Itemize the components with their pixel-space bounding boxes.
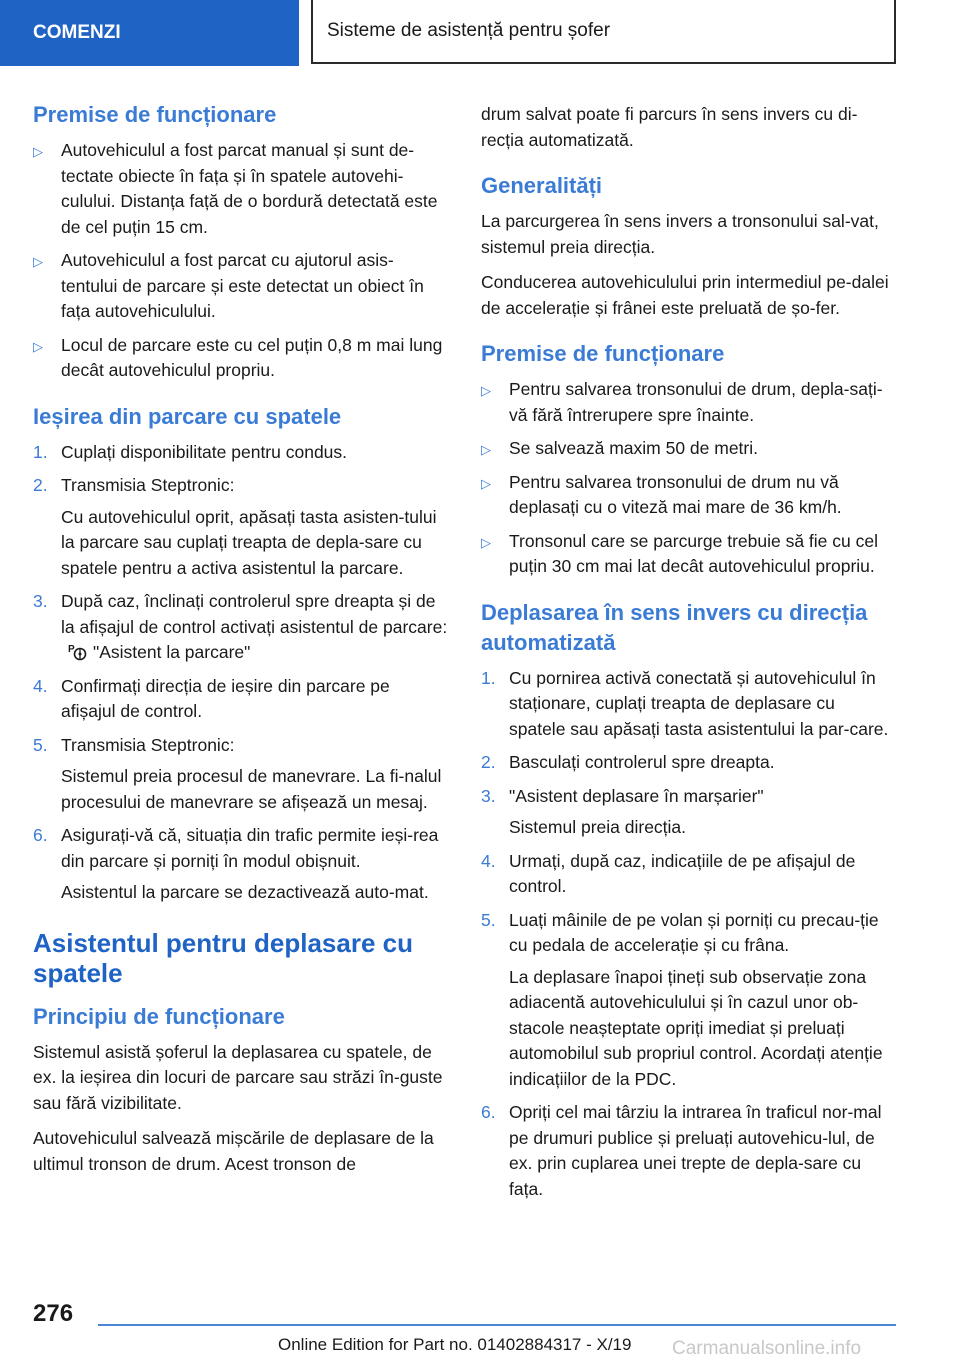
steps-list-right	[481, 666, 896, 1203]
triangle-bullet-icon: ▷	[481, 475, 491, 491]
list-item: 2. Basculați controlerul spre dreapta.	[481, 752, 775, 772]
paragraph: La parcurgerea în sens invers a tronsonului sal-vat, sistemul preia direcția.	[481, 211, 879, 257]
footer-divider	[98, 1324, 896, 1326]
heading-iesirea: Ieșirea din parcare cu spatele	[33, 403, 342, 429]
list-item: ▷ Se salvează maxim 50 de metri.	[481, 436, 896, 462]
list-item: ▷ Locul de parcare este cu cel puțin 0,8 m mai lung decât autovehiculul propriu.	[33, 334, 443, 380]
watermark: Carmanualsonline.info	[672, 1338, 862, 1359]
paragraph: Conducerea autovehiculului prin intermediul pe-dalei de accelerație și frânei este preluată de șo-fer.	[481, 272, 889, 318]
page-header	[0, 0, 960, 66]
triangle-bullet-icon: ▷	[481, 534, 491, 550]
left-column	[33, 100, 448, 1187]
list-item: 3. "Asistent deplasare în marșarier" Sistemul preia direcția.	[481, 785, 764, 837]
premise-list-right	[481, 377, 896, 580]
list-item: 4. Urmați, după caz, indicațiile de pe afișajul de control.	[481, 850, 856, 896]
heading-premise-left: Premise de funcționare	[33, 102, 277, 127]
list-item: 3. După caz, înclinați controlerul spre dreapta și de la afișajul de control activați asistentul de parcare: P "Asistent la parcare"	[33, 591, 448, 662]
topic-title: Sisteme de asistență pentru șofer	[311, 0, 896, 64]
paragraph: Autovehiculul salvează mișcările de deplasare de la ultimul tronson de drum. Acest tronson de	[33, 1128, 434, 1174]
list-item: 6. Opriți cel mai târziu la intrarea în traficul nor-mal pe drumuri publice și preluați autovehicu-lul, de ex. prin cuplarea unei trepte de depla-sare cu fața.	[481, 1102, 882, 1199]
list-item: 5. Luați mâinile de pe volan și porniți cu precau-ție cu pedala de accelerație și cu frâna. La deplasare înapoi țineți sub observație zona adiacentă autovehiculului și în cazul unor ob-stacole neașteptate opriți imediat și preluați automobilul sub propriul control. Acordați atenție indicațiilor de la PDC.	[481, 909, 883, 1089]
list-item: 5. Transmisia Steptronic: Sistemul preia procesul de manevrare. La fi-nalul procesului de manevrare se afișează un mesaj.	[33, 734, 442, 812]
list-item: 2. Transmisia Steptronic: Cu autovehiculul oprit, apăsați tasta asisten-tului la parcare sau cuplați treapta de depla-sare cu spatele pentru a activa asistentul la parcare.	[33, 475, 437, 578]
triangle-bullet-icon: ▷	[33, 254, 43, 269]
right-column	[481, 102, 896, 1210]
paragraph: Sistemul asistă șoferul la deplasarea cu spatele, de ex. la ieșirea din locuri de parcare sau străzi în-guste sau fără vizibilitate.	[33, 1041, 443, 1113]
list-item: ▷ Pentru salvarea tronsonului de drum, depla-sați-vă fără întrerupere spre înainte.	[481, 379, 883, 425]
heading-generalitati: Generalități	[481, 173, 603, 198]
list-item: ▷ Autovehiculul a fost parcat cu ajutorul asis-tentului de parcare și este detectat un obiect în fața autovehiculului.	[33, 250, 424, 321]
paragraph: drum salvat poate fi parcurs în sens invers cu di-recția automatizată.	[481, 104, 858, 150]
triangle-bullet-icon: ▷	[481, 442, 491, 457]
list-item: 1. Cuplați disponibilitate pentru condus.	[33, 441, 348, 462]
parking-assistant-icon	[67, 643, 87, 661]
heading-asistent: Asistentul pentru deplasare cu spatele	[33, 927, 413, 988]
triangle-bullet-icon: ▷	[33, 338, 43, 354]
page-number: 276	[33, 1300, 74, 1327]
steps-list-left	[33, 440, 448, 906]
heading-premise-right: Premise de funcționare	[481, 341, 725, 366]
list-item: ▷ Autovehiculul a fost parcat manual și sunt de-tectate obiecte în fața și în spatele autovehi-culului. Distanța față de o bordură detectată este de cel puțin 15 cm.	[33, 140, 438, 237]
edition-note: Online Edition for Part no. 01402884317 - X/19	[278, 1335, 632, 1354]
heading-principiu: Principiu de funcționare	[33, 1003, 285, 1029]
premise-list-left	[33, 138, 448, 384]
section-tab: COMENZI	[0, 0, 299, 66]
list-item: 6. Asigurați-vă că, situația din trafic permite ieși-rea din parcare și porniți în modul obișnuit. Asistentul la parcare se dezactivează auto-mat.	[33, 825, 439, 902]
svg-text:P: P	[68, 644, 75, 655]
triangle-bullet-icon: ▷	[481, 383, 491, 398]
list-item: 1. Cu pornirea activă conectată și autovehiculul în staționare, cuplați treapta de deplasare cu spatele sau apăsați tasta asistentului la par-care.	[481, 667, 889, 739]
list-item: ▷ Tronsonul care se parcurge trebuie să fie cu cel puțin 30 cm mai lat decât autovehiculul propriu.	[481, 530, 878, 576]
list-item: 4. Confirmați direcția de ieșire din parcare pe afișajul de control.	[33, 675, 390, 721]
heading-deplasare: Deplasarea în sens invers cu direcția automatizată	[481, 599, 868, 655]
list-item: ▷ Pentru salvarea tronsonului de drum nu vă deplasați cu o viteză mai mare de 36 km/h.	[481, 471, 842, 517]
triangle-bullet-icon: ▷	[33, 144, 43, 159]
